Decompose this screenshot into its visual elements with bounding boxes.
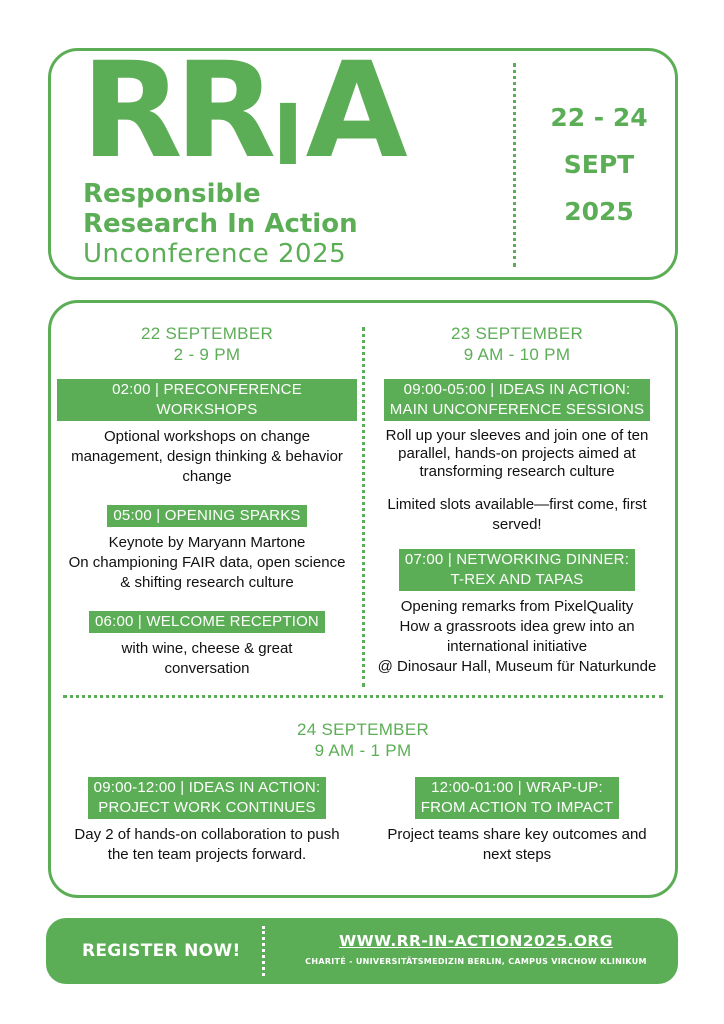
day-1-time: 2 - 9 PM [173, 345, 241, 364]
day-2-time: 9 AM - 10 PM [463, 345, 571, 364]
day-1-heading [57, 323, 357, 365]
tagline-line-2: Research In Action [83, 209, 358, 239]
day-2-date: 23 SEPTEMBER [450, 324, 584, 343]
logo-letter-i: I [272, 86, 302, 184]
session-description: with wine, cheese & great conversation [121, 640, 293, 677]
rria-logo [81, 34, 400, 188]
header-card [48, 34, 678, 280]
logo-letter-a: A [305, 34, 400, 188]
day-3-heading [51, 719, 675, 761]
footer-banner [46, 918, 678, 984]
day-2-heading [367, 323, 667, 365]
session-opening-sparks [57, 505, 357, 593]
session-description: Opening remarks from PixelQuality How a grassroots idea grew into an international initiative @ Dinosaur Hall, Museum für Naturkunde [377, 598, 657, 675]
session-tag: 09:00-12:00 | IDEAS IN ACTION: PROJECT WORK CONTINUES [88, 777, 327, 819]
session-tag: 06:00 | WELCOME RECEPTION [89, 611, 325, 633]
session-description: Optional workshops on change management, design thinking & behavior change [71, 428, 343, 485]
session-description: Roll up your sleeves and join one of ten parallel, hands-on projects aimed at transforming research culture [385, 427, 649, 480]
session-tag: 07:00 | NETWORKING DINNER: T-REX AND TAPAS [399, 549, 635, 591]
session-tag: 09:00-05:00 | IDEAS IN ACTION: MAIN UNCONFERENCE SESSIONS [384, 379, 650, 421]
event-dates [521, 51, 677, 277]
register-now-button[interactable]: REGISTER NOW! [82, 941, 241, 961]
logo-letter-r1: R [81, 34, 175, 188]
session-description: Project teams share key outcomes and next steps [387, 826, 647, 863]
logo-letter-r2: R [174, 34, 269, 188]
session-project-work [57, 777, 357, 865]
day-3-heading-block [51, 719, 675, 761]
session-ideas-in-action [367, 379, 667, 535]
website-link[interactable]: WWW.RR-IN-ACTION2025.ORG [339, 932, 613, 950]
dates-range: 22 - 24 [550, 102, 648, 132]
session-preconference [57, 379, 357, 487]
tagline-line-3: Unconference 2025 [83, 239, 347, 269]
session-tag: 12:00-01:00 | WRAP-UP: FROM ACTION TO IMPACT [415, 777, 620, 819]
session-tag: 02:00 | PRECONFERENCE WORKSHOPS [57, 379, 357, 421]
tagline-line-1: Responsible [83, 179, 261, 209]
tagline [83, 179, 358, 269]
row-divider [63, 695, 663, 698]
venue-text: CHARITÉ - UNIVERSITÄTSMEDIZIN BERLIN, CAMPUS VIRCHOW KLINIKUM [305, 957, 647, 966]
session-tag: 05:00 | OPENING SPARKS [107, 505, 306, 527]
program-card [48, 300, 678, 898]
dates-month: SEPT [563, 149, 635, 179]
day-3-date: 24 SEPTEMBER [296, 720, 430, 739]
day-2-column [367, 323, 667, 677]
session-welcome-reception [57, 611, 357, 679]
session-wrap-up [367, 777, 667, 865]
session-networking-dinner [367, 549, 667, 677]
column-divider [362, 327, 365, 687]
limited-slots-note: Limited slots available—first come, first served! [387, 496, 647, 533]
day-1-date: 22 SEPTEMBER [140, 324, 274, 343]
footer-divider [262, 926, 265, 976]
header-divider [513, 63, 516, 267]
dates-year: 2025 [564, 196, 634, 226]
day-1-column [57, 323, 357, 679]
day-3-time: 9 AM - 1 PM [314, 741, 412, 760]
session-description: Keynote by Maryann Martone On championing FAIR data, open science & shifting research culture [68, 534, 346, 591]
session-description: Day 2 of hands-on collaboration to push the ten team projects forward. [74, 826, 340, 863]
